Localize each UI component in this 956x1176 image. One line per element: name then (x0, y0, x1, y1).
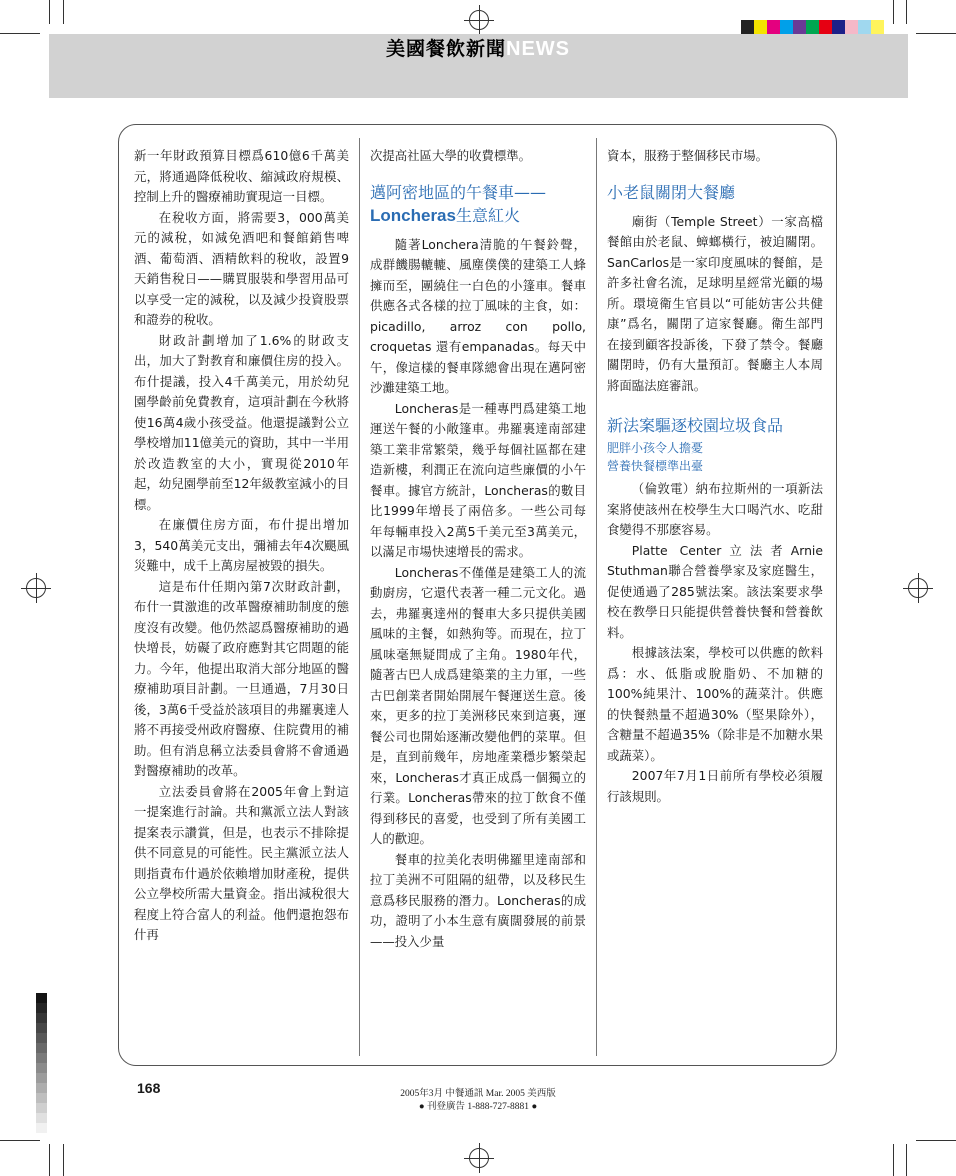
gray-step (36, 1013, 47, 1023)
section-title (0, 34, 956, 61)
paragraph: 在廉價住房方面，布什提出增加3，540萬美元支出，彌補去年4次颶風災難中，成千上萬房屋被毀的損失。 (134, 517, 349, 573)
crop-mark (916, 1140, 956, 1141)
bullet-icon: ● (418, 1102, 425, 1112)
color-swatch (793, 20, 806, 34)
paragraph: 這是布什任期內第7次財政計劃，布什一貫激進的改革醫療補助制度的態度沒有改變。他仍然認爲醫療補助的過快增長，妨礙了政府應對其它問題的能力。今年，他提出取消大部分地區的醫療補助項目計劃。一旦通過，7月30日後，3萬6千受益於該項目的弗羅裏達人將不再接受州政府醫療、住院費用的補助。但有消息稱立法委員會將不會通過對醫療補助的改革。 (134, 578, 349, 778)
gray-step (36, 1023, 47, 1033)
column-3 (607, 146, 823, 807)
gray-step (36, 993, 47, 1003)
gray-step (36, 1073, 47, 1083)
crop-mark (893, 1144, 894, 1176)
paragraph: 廟街（Temple Street）一家高檔餐館由於老鼠、蟑螂橫行，被迫關閉。SanCarlos是一家印度風味的餐館，是許多社會名流，足球明星經常光顧的場所。環境衛生官員以“可能妨害公共健康”爲名，關閉了這家餐廳。衛生部門在接到顧客投訴後，下發了禁令。餐廳關閉時，仍有大量預訂。餐廳主人本周將面臨法庭審訊。 (607, 213, 823, 393)
headline-line-2: 生意紅火 (455, 205, 520, 225)
color-swatch (806, 20, 819, 34)
paragraph: 根據該法案，學校可以供應的飲料爲：水、低脂或脫脂奶、不加糖的100%純果汁、100%的蔬菜汁。供應的快餐熱量不超過30%（堅果除外），含糖量不超過35%（除非是不加糖水果或蔬菜）。 (607, 645, 823, 763)
paragraph: 2007年7月1日前所有學校必須履行該規則。 (607, 768, 823, 804)
gray-step (36, 1043, 47, 1053)
paragraph: Loncheras不僅僅是建築工人的流動廚房，它還代表著一種二元文化。過去，弗羅裏達州的餐車大多只提供美國風味的主餐，如熱狗等。而現在，拉丁風味毫無疑問成了主角。1980年代，隨著古巴人成爲建築業的主力軍，一些古巴創業者開始開展午餐運送生意。後來，更多的拉丁美洲移民來到這裏，運餐公司也開始逐漸改變他們的菜單。但是，直到前幾年，房地產業穩步繁榮起來，Loncheras才真正成爲一個獨立的行業。Loncheras帶來的拉丁飲食不僅得到移民的喜愛，也受到了所有美國工人的歡迎。 (370, 564, 586, 846)
paragraph: Loncheras是一種專門爲建築工地運送午餐的小敞篷車。弗羅裏達南部建築工業非常繁榮，幾乎每個社區都在建造新樓，利潤正在流向這些廉價的小午餐車。據官方統計，Loncheras的數目比1999年增長了兩倍多。一些公司每年每輛車投入2萬5千美元至3萬美元，以滿足市場快速增長的需求。 (370, 400, 586, 559)
color-swatch (871, 20, 884, 34)
color-swatch (780, 20, 793, 34)
crop-mark (906, 0, 907, 24)
gray-step (36, 1053, 47, 1063)
paragraph: 財政計劃增加了1.6%的財政支出，加大了對教育和廉價住房的投入。布什提議，投入4千萬美元，用於幼兒園學齡前免費教育，這項計劃在今秋將使16萬4歲小孩受益。他還提議對公立學校增加11億美元的資助，其中一半用於改造教室的大小，實現從2010年起，幼兒園學前至12年級教室減小的目標。 (134, 332, 349, 512)
registration-mark-left (26, 578, 46, 598)
footer (0, 1088, 956, 1114)
issue-line: 2005年3月 中餐通訊 Mar. 2005 美西版 (400, 1089, 556, 1099)
color-swatch (741, 20, 754, 34)
gray-step (36, 1063, 47, 1073)
registration-mark-right (908, 578, 928, 598)
crop-mark (63, 0, 64, 24)
paragraph: Platte Center立法者Arnie Stuthman聯合營養學家及家庭醫生，促使通過了285號法案。該法案要求學校在教學日只能提供營養快餐和營養飲料。 (607, 542, 823, 640)
color-calibration-bar (741, 20, 884, 34)
color-swatch (845, 20, 858, 34)
color-swatch (832, 20, 845, 34)
paragraph: 餐車的拉美化表明佛羅里達南部和拉丁美洲不可阻隔的紐帶，以及移民生意爲移民服務的潛力。Loncheras的成功，證明了小本生意有廣闊發展的前景——投入少量 (370, 851, 586, 949)
continued-text: 次提高社區大學的收費標準。 (370, 148, 532, 163)
column-2 (370, 146, 586, 952)
section-title-chinese: 美國餐飲新聞 (385, 38, 506, 60)
bullet-icon: ● (531, 1102, 538, 1112)
registration-mark-top (469, 10, 489, 30)
paragraph: 隨著Lonchera清脆的午餐鈴聲，成群饑腸轆轆、風塵僕僕的建築工人蜂擁而至，團繞住一白色的小篷車。餐車供應各式各樣的拉丁風味的主食，如：picadillo, arroz con pollo, croquetas 還有empanadas。每天中午，像這樣的餐車隊總會出現在邁阿密沙灘建築工地。 (370, 236, 586, 395)
ad-line-wrap (0, 1101, 956, 1114)
crop-mark (49, 1144, 50, 1176)
color-swatch (819, 20, 832, 34)
article-subhead: 肥胖小孩令人擔憂 (607, 441, 704, 455)
page-number: 168 (137, 1080, 161, 1096)
crop-mark (49, 0, 50, 24)
crop-mark (63, 1144, 64, 1176)
paragraph: 在稅收方面，將需要3，000萬美元的減稅，如減免酒吧和餐館銷售啤酒、葡萄酒、酒精飲料的稅收，設置9天銷售稅日——購買服裝和學習用品可以享受一定的減稅，以及減少投資股票和證券的稅收。 (134, 209, 349, 327)
crop-mark (0, 1140, 40, 1141)
color-swatch (754, 20, 767, 34)
gray-step (36, 1003, 47, 1013)
article-headline-restaurant: 小老鼠關閉大餐廳 (607, 182, 736, 202)
column-divider (359, 138, 360, 1056)
gray-step (36, 1033, 47, 1043)
continued-text: 資本，服務于整個移民市場。 (607, 148, 769, 163)
headline-english: Loncheras (370, 205, 456, 225)
article-subhead: 營養快餐標準出臺 (607, 459, 704, 473)
article-headline-junk-food: 新法案驅逐校園垃圾食品 (607, 416, 784, 435)
registration-mark-bottom (469, 1148, 489, 1168)
paragraph: 新一年財政預算目標爲610億6千萬美元，將通過降低稅收、縮減政府規模、控制上升的醫療補助實現這一目標。 (134, 148, 349, 204)
crop-mark (906, 1144, 907, 1176)
article-headline-loncheras (370, 181, 586, 227)
crop-mark (893, 0, 894, 24)
headline-line-1: 邁阿密地區的午餐車—— (370, 182, 547, 202)
color-swatch (767, 20, 780, 34)
gray-step (36, 1113, 47, 1123)
paragraph: 立法委員會將在2005年會上對這一提案進行討論。共和黨派立法人對該提案表示讚賞，但是，也表示不排除提供不同意見的可能性。民主黨派立法人則指責布什過於依賴增加財產稅，提供公立學校所需大量資金。指出減稅很大程度上符合富人的利益。他們還抱怨布什再 (134, 783, 349, 942)
paragraph: （倫敦電）納布拉斯州的一項新法案將使該州在校學生大口喝汽水、吃甜食變得不那麽容易。 (607, 481, 823, 537)
ad-line: 刊登廣告 1-888-727-8881 (426, 1102, 530, 1112)
column-divider (596, 138, 597, 1056)
column-1 (134, 146, 349, 946)
gray-step (36, 1123, 47, 1133)
section-title-english: NEWS (506, 38, 570, 60)
color-swatch (858, 20, 871, 34)
